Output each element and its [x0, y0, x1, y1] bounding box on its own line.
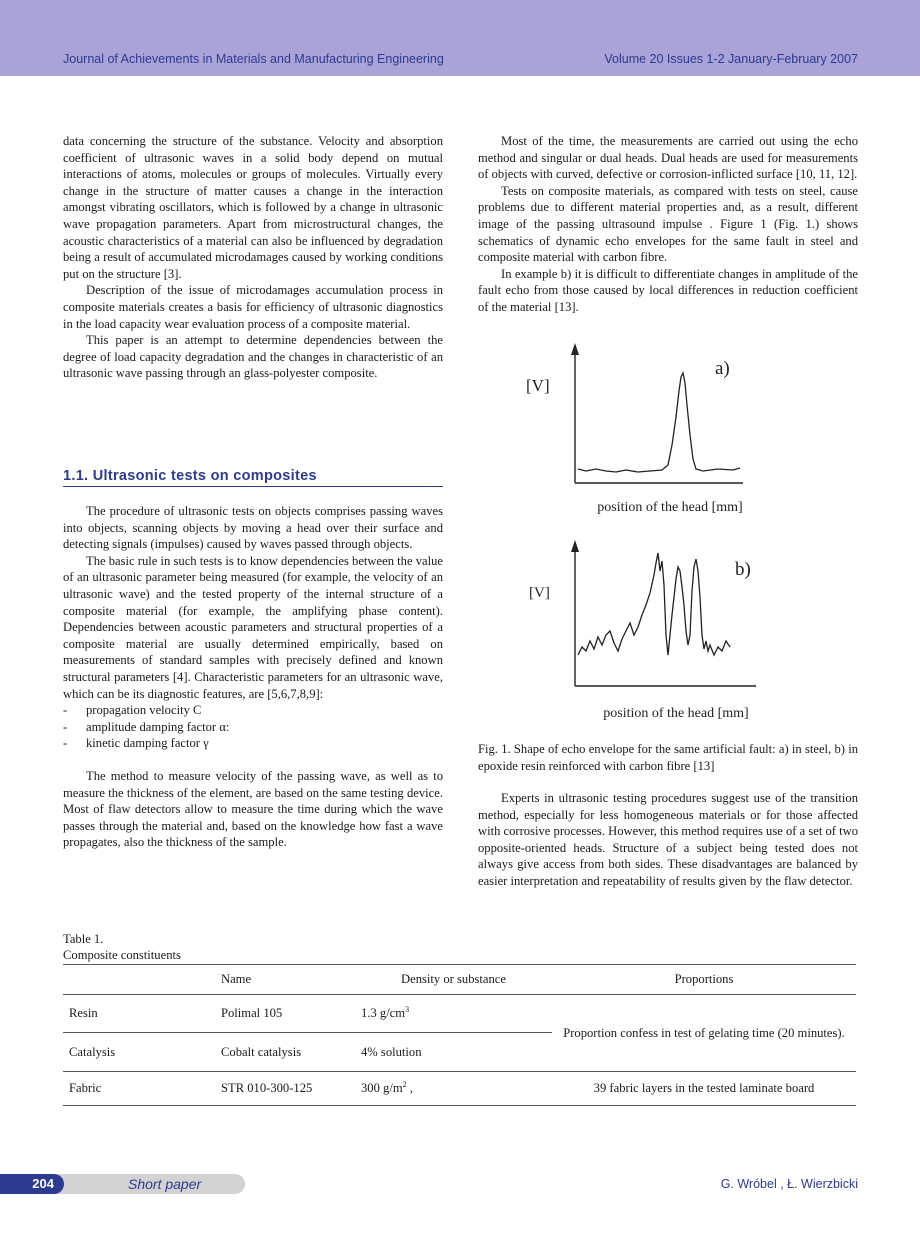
figure-caption: Fig. 1. Shape of echo envelope for the same artificial fault: a) in steel, b) in epoxide resin reinforced with carbon fibre [13]: [478, 742, 858, 773]
table-cell: 4% solution: [355, 1033, 552, 1072]
table-cell-merged-proportions: Proportion confess in test of gelating time (20 minutes).: [563, 1025, 845, 1040]
paragraph: Description of the issue of microdamages accumulation process in composite materials creates a basis for efficiency of ultrasonic diagnostics in the load capacity wear evaluation process of a composite material.: [63, 283, 443, 331]
left-column-top: [63, 133, 443, 382]
journal-header-band: [0, 0, 920, 76]
composite-constituents-table: [63, 964, 856, 1106]
page-number-tab: 204: [0, 1174, 64, 1194]
table-row: [63, 1072, 856, 1106]
table-header-row: [63, 965, 856, 995]
echo-envelope-plots: [478, 335, 858, 735]
journal-title: Journal of Achievements in Materials and Manufacturing Engineering: [63, 52, 444, 66]
table-cell: Fabric: [63, 1072, 215, 1106]
paragraph: Tests on composite materials, as compared with tests on steel, cause problems due to different material properties and, as a result, different image of the passing ultrasound impulse . Figure 1 (Fig. 1.) shows schematics of dynamic echo envelopes for the same fault in steel and composite material with carbon fibre.: [478, 183, 858, 265]
table-row: [63, 995, 856, 1033]
y-axis-arrow-b: [571, 540, 579, 552]
paragraph: data concerning the structure of the substance. Velocity and absorption coefficient of ultrasonic waves in a solid body depend on mutual interactions of atoms, molecules or groups of molecules. Virtually every change in the structure of matter causes a change in the interaction amongst vibrating oscillators, which is followed by a change in ultrasonic wave propagation parameters. Apart from microstructural changes, the acoustic characteristics of a material can also be influenced by degradation being a result of accumulated microdamages caused by working conditions put on the structure [3].: [63, 134, 443, 281]
y-label-b: [V]: [529, 585, 550, 601]
plot-a: [526, 343, 743, 515]
list-item: - kinetic damping factor γ: [63, 736, 209, 751]
table-cell: STR 010-300-125: [215, 1072, 355, 1106]
figure-echo-envelopes: [478, 335, 858, 735]
table-header-cell: Proportions: [552, 965, 856, 995]
y-axis-arrow-a: [571, 343, 579, 355]
parameter-list: [63, 702, 443, 752]
echo-curve-b: [578, 553, 730, 655]
right-column-bottom: [478, 790, 858, 890]
table-cell: 1.3 $g/cm^3$: [361, 1005, 410, 1021]
left-column-bottom: [63, 503, 443, 851]
x-label-b: position of the head [mm]: [603, 706, 749, 721]
paragraph: In example b) it is difficult to differentiate changes in amplitude of the fault echo from those caused by local differences in reduction coefficient of the material [13].: [478, 266, 858, 314]
table-cell: Catalysis: [63, 1033, 215, 1072]
table-cell: Polimal 105: [221, 1006, 283, 1020]
section-type-tab: Short paper: [56, 1174, 245, 1194]
page-footer: [0, 1174, 920, 1196]
plot-label-b: b): [735, 559, 751, 580]
paragraph: The basic rule in such tests is to know dependencies between the value of an ultrasonic parameter being measured (for example, the velocity of an ultrasonic wave) and the tested property of the internal structure of a composite material (for example, the amplifying phase content). Dependencies between acoustic parameters and structural properties of a composite material are usually determined empirically, based on measurements of standard samples with precisely defined and known structural parameters [4]. Characteristic parameters for an ultrasonic wave, which can be its diagnostic features, are [5,6,7,8,9]:: [63, 553, 443, 701]
authors: G. Wróbel , Ł. Wierzbicki: [720, 1177, 858, 1191]
table-title: Composite constituents: [63, 948, 181, 962]
table-header-cell: [63, 965, 215, 995]
paragraph: Most of the time, the measurements are carried out using the echo method and singular or dual heads. Dual heads are used for measurements of objects with curved, defective or corrosion-inflicted surface [10, 11, 12].: [478, 134, 858, 182]
table-header-cell: Density or substance: [355, 965, 552, 995]
x-label-a: position of the head [mm]: [597, 500, 743, 515]
table-number: Table 1.: [63, 932, 104, 946]
table-cell: Cobalt catalysis: [215, 1033, 355, 1072]
table-header-cell: Name: [215, 965, 355, 995]
paragraph: This paper is an attempt to determine dependencies between the degree of load capacity degradation and the changes in characteristic of an ultrasonic wave passing through an glass-polyester composite.: [63, 333, 443, 381]
volume-info: Volume 20 Issues 1-2 January-February 2007: [604, 52, 858, 66]
table-cell: 300 $g/m^2$ ,: [355, 1072, 552, 1106]
section-heading: 1.1. Ultrasonic tests on composites: [63, 468, 443, 487]
paragraph: Experts in ultrasonic testing procedures suggest use of the transition method, especially for less homogeneous materials or for those affected with corrosive processes. However, this method requires use of a set of two opposite-oriented heads. Structure of a subject being tested does not always give access from both sides. These disadvantages are balanced by easier interpretation and repeatability of results given by the flaw detector.: [478, 791, 859, 888]
plot-label-a: a): [715, 358, 730, 379]
paragraph: The method to measure velocity of the passing wave, as well as to measure the thickness of the element, are based on the same testing device. Most of flaw detectors allow to measure the time during which the wave passes through the material and, based on the knowledge how fast a wave propagates, also the thickness of the sample.: [63, 768, 443, 850]
table-cell: 39 fabric layers in the tested laminate board: [552, 1072, 856, 1106]
table-caption: [63, 931, 181, 963]
paragraph: The procedure of ultrasonic tests on objects comprises passing waves into objects, scanning objects by moving a head over their surface and detecting signals (impulses) caused by waves passed through objects.: [63, 504, 443, 552]
list-item: - propagation velocity C: [63, 703, 202, 718]
y-label-a: [V]: [526, 376, 550, 395]
right-column-top: [478, 133, 858, 316]
list-item: - amplitude damping factor α:: [63, 719, 230, 734]
plot-b: [529, 540, 756, 721]
table-cell: Resin: [69, 1006, 98, 1020]
echo-curve-a: [578, 373, 740, 472]
